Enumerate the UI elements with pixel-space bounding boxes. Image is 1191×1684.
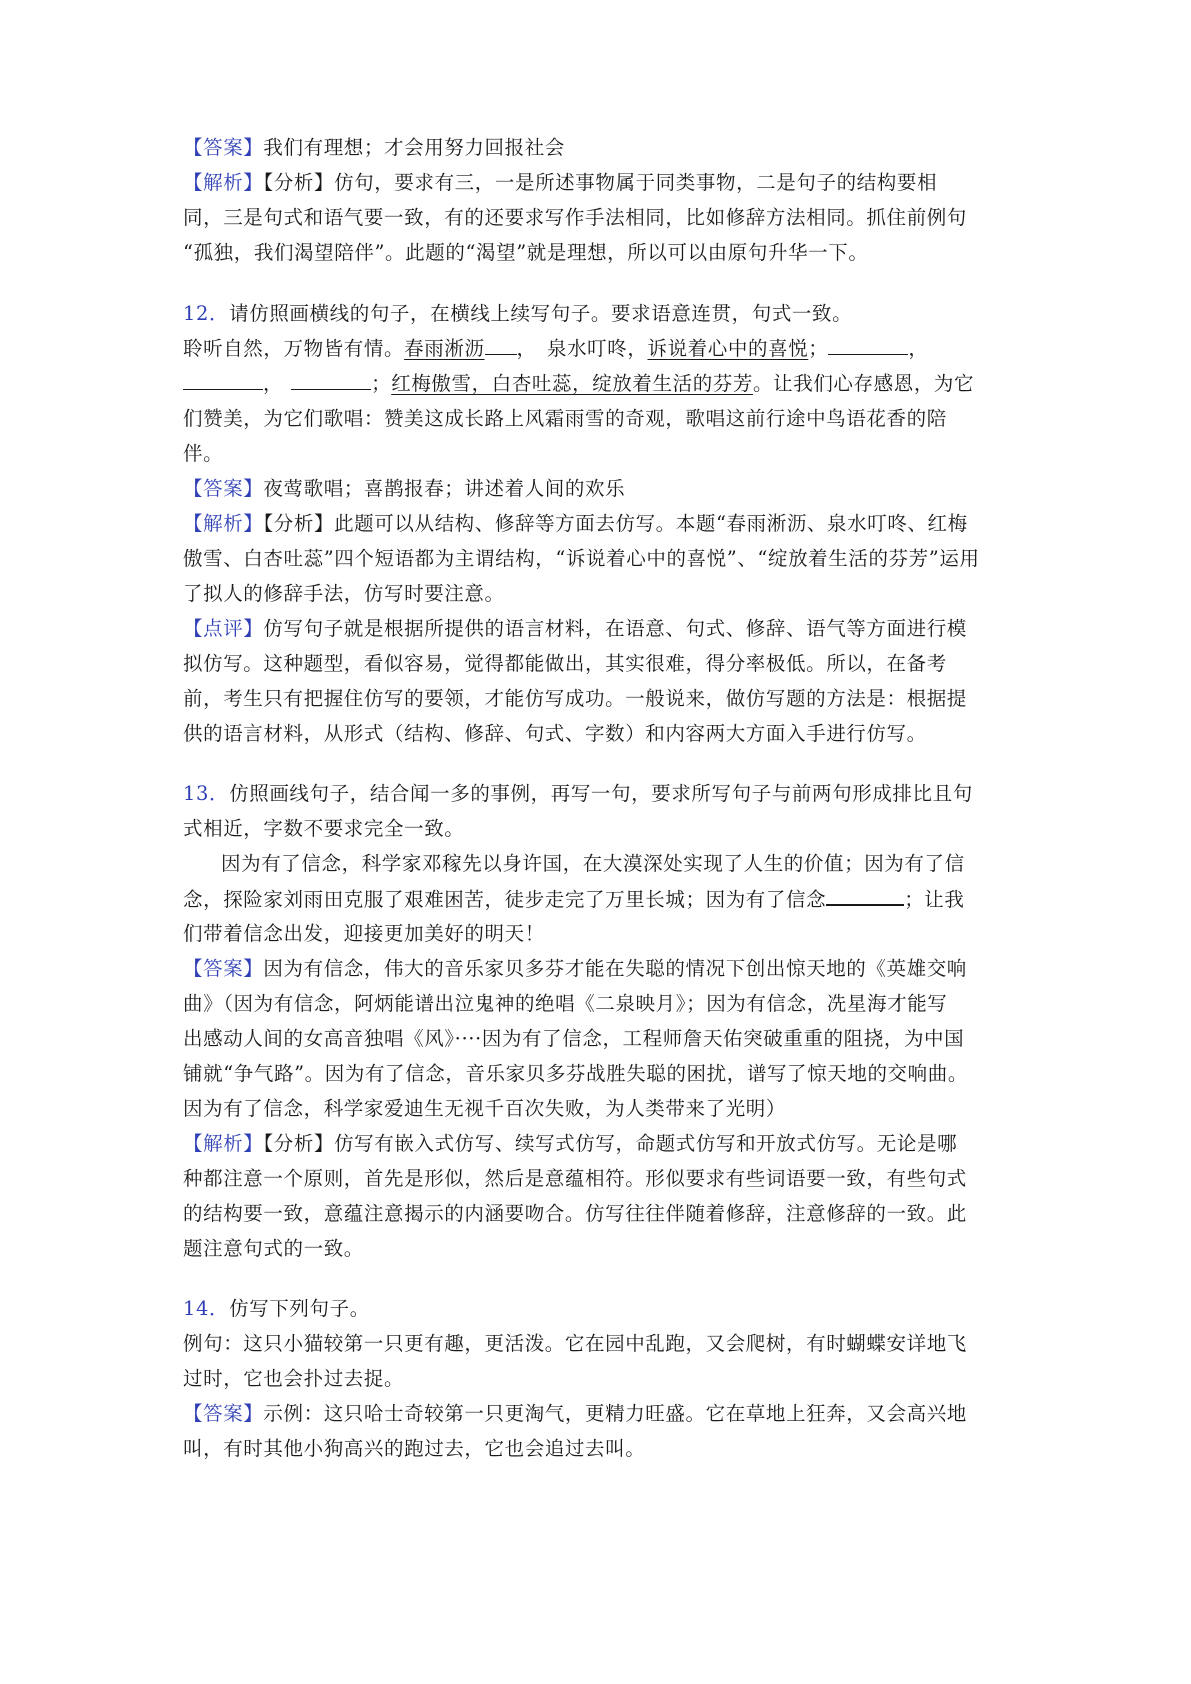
passage-line (183, 336, 929, 361)
passage-text: ， (908, 337, 929, 360)
question-number: 13． (183, 782, 230, 805)
passage-text: ； (371, 372, 392, 395)
question-text: 仿照画线句子，结合闻一多的事例，再写一句，要求所写句子与前两句形成排比且句 (229, 782, 973, 805)
analysis-text: 仿句，要求有三，一是所述事物属于同类事物，二是句子的结构要相 (334, 171, 938, 194)
question-14 (183, 1296, 370, 1321)
analysis-text-line: 种都注意一个原则，首先是形似，然后是意蕴相符。形似要求有些词语要一致，有些句式 (183, 1167, 967, 1190)
fill-blank[interactable] (826, 886, 904, 906)
question-number: 12． (183, 302, 230, 325)
passage-text: 。让我们心存感恩，为它 (753, 372, 975, 395)
passage-line: 伴。 (183, 442, 224, 465)
passage-text: ； (808, 337, 829, 360)
question-13 (183, 781, 973, 806)
answer-line (183, 476, 625, 501)
answer-text-line: 叫，有时其他小狗高兴的跑过去，它也会追过去叫。 (183, 1437, 646, 1460)
answer-tag: 【答案】 (183, 957, 264, 980)
answer-text-line: 曲》（因为有信念，阿炳能谱出泣鬼神的绝唱《二泉映月》；因为有信念，冼星海才能写 (183, 992, 948, 1015)
underline-gap (485, 336, 517, 355)
answer-text-line: 出感动人间的女高音独唱《风》····因为有了信念，工程师詹天佑突破重重的阻挠，为中国 (183, 1027, 965, 1050)
fill-blank[interactable] (291, 371, 371, 390)
comment-text-line: 拟仿写。这种题型，看似容易，觉得都能做出，其实很难，得分率极低。所以，在备考 (183, 652, 947, 675)
underlined-phrase: 诉说着心中的喜悦 (647, 337, 809, 360)
passage-line (183, 886, 965, 912)
answer-tag: 【答案】 (183, 136, 264, 159)
analysis-line (183, 1131, 957, 1156)
answer-text-line: 铺就“争气路”。因为有了信念，音乐家贝多芬战胜失聪的困扰，谱写了惊天地的交响曲。 (183, 1062, 968, 1085)
analysis-tag: 【解析】 (183, 171, 264, 194)
answer-tag: 【答案】 (183, 477, 264, 500)
question-text-line: 式相近，字数不要求完全一致。 (183, 817, 465, 840)
answer-line (183, 135, 565, 160)
answer-tag: 【答案】 (183, 1402, 264, 1425)
passage-line: 们带着信念出发，迎接更加美好的明天！ (183, 922, 545, 945)
analysis-text-line: 同，三是句式和语气要一致，有的还要求写作手法相同，比如修辞方法相同。抓住前例句 (183, 206, 967, 229)
passage-text: ， 泉水叮咚， (516, 337, 648, 360)
passage-line: 们赞美，为它们歌唱：赞美这成长路上风霜雨雪的奇观，歌唱这前行途中鸟语花香的陪 (183, 407, 947, 430)
passage-text: ， (263, 372, 284, 395)
passage-text: 念，探险家刘雨田克服了艰难困苦，徒步走完了万里长城；因为有了信念 (183, 888, 827, 911)
analysis-text-line: “孤独，我们渴望陪伴”。此题的“渴望”就是理想，所以可以由原句升华一下。 (183, 241, 869, 264)
analysis-tag: 【解析】 (183, 512, 264, 535)
analysis-text-line: 了拟人的修辞手法，仿写时要注意。 (183, 582, 505, 605)
answer-text: 示例：这只哈士奇较第一只更淘气，更精力旺盛。它在草地上狂奔，又会高兴地 (263, 1402, 967, 1425)
underlined-phrase: 红梅傲雪，白杏吐蕊，绽放着生活的芬芳 (391, 372, 754, 395)
comment-line (183, 616, 967, 641)
question-text: 仿写下列句子。 (229, 1297, 370, 1320)
question-number: 14． (183, 1297, 230, 1320)
fenxi-tag: 【分析】 (263, 512, 335, 535)
fill-blank[interactable] (828, 336, 908, 355)
comment-text: 仿写句子就是根据所提供的语言材料，在语意、句式、修辞、语气等方面进行模 (263, 617, 967, 640)
analysis-text-line: 的结构要一致，意蕴注意揭示的内涵要吻合。仿写往往伴随着修辞，注意修辞的一致。此 (183, 1202, 967, 1225)
passage-line (183, 371, 974, 396)
passage-line: 因为有了信念，科学家邓稼先以身许国，在大漠深处实现了人生的价值；因为有了信 (221, 852, 965, 875)
passage-text: 聆听自然，万物皆有情。 (183, 337, 405, 360)
analysis-line (183, 511, 968, 536)
answer-text: 我们有理想；才会用努力回报社会 (263, 136, 565, 159)
answer-line (183, 956, 967, 981)
example-line: 过时，它也会扑过去捉。 (183, 1367, 405, 1390)
underlined-phrase: 春雨淅沥 (404, 337, 485, 360)
comment-text-line: 前，考生只有把握住仿写的要领，才能仿写成功。一般说来，做仿写题的方法是：根据提 (183, 687, 967, 710)
question-12 (183, 301, 852, 326)
analysis-text-line: 题注意句式的一致。 (183, 1237, 364, 1260)
analysis-text: 仿写有嵌入式仿写、续写式仿写，命题式仿写和开放式仿写。无论是哪 (334, 1132, 958, 1155)
fenxi-tag: 【分析】 (263, 171, 335, 194)
comment-tag: 【点评】 (183, 617, 264, 640)
fenxi-tag: 【分析】 (263, 1132, 335, 1155)
example-line: 例句：这只小猫较第一只更有趣，更活泼。它在园中乱跑，又会爬树，有时蝴蝶安详地飞 (183, 1332, 967, 1355)
analysis-tag: 【解析】 (183, 1132, 264, 1155)
answer-text: 因为有信念，伟大的音乐家贝多芬才能在失聪的情况下创出惊天地的《英雄交响 (263, 957, 967, 980)
analysis-line (183, 170, 937, 195)
comment-text-line: 供的语言材料，从形式（结构、修辞、句式、字数）和内容两大方面入手进行仿写。 (183, 722, 927, 745)
analysis-text: 此题可以从结构、修辞等方面去仿写。本题“春雨淅沥、泉水叮咚、红梅 (334, 512, 968, 535)
analysis-text-line: 傲雪、白杏吐蕊”四个短语都为主谓结构，“诉说着心中的喜悦”、“绽放着生活的芬芳”运用 (183, 547, 980, 570)
fill-blank[interactable] (183, 371, 263, 390)
answer-text-line: 因为有了信念，科学家爱迪生无视千百次失败，为人类带来了光明） (183, 1097, 787, 1120)
answer-text: 夜莺歌唱；喜鹊报春；讲述着人间的欢乐 (263, 477, 626, 500)
answer-line (183, 1401, 967, 1426)
question-text: 请仿照画横线的句子，在横线上续写句子。要求语意连贯，句式一致。 (229, 302, 853, 325)
passage-text: ；让我 (904, 888, 965, 911)
